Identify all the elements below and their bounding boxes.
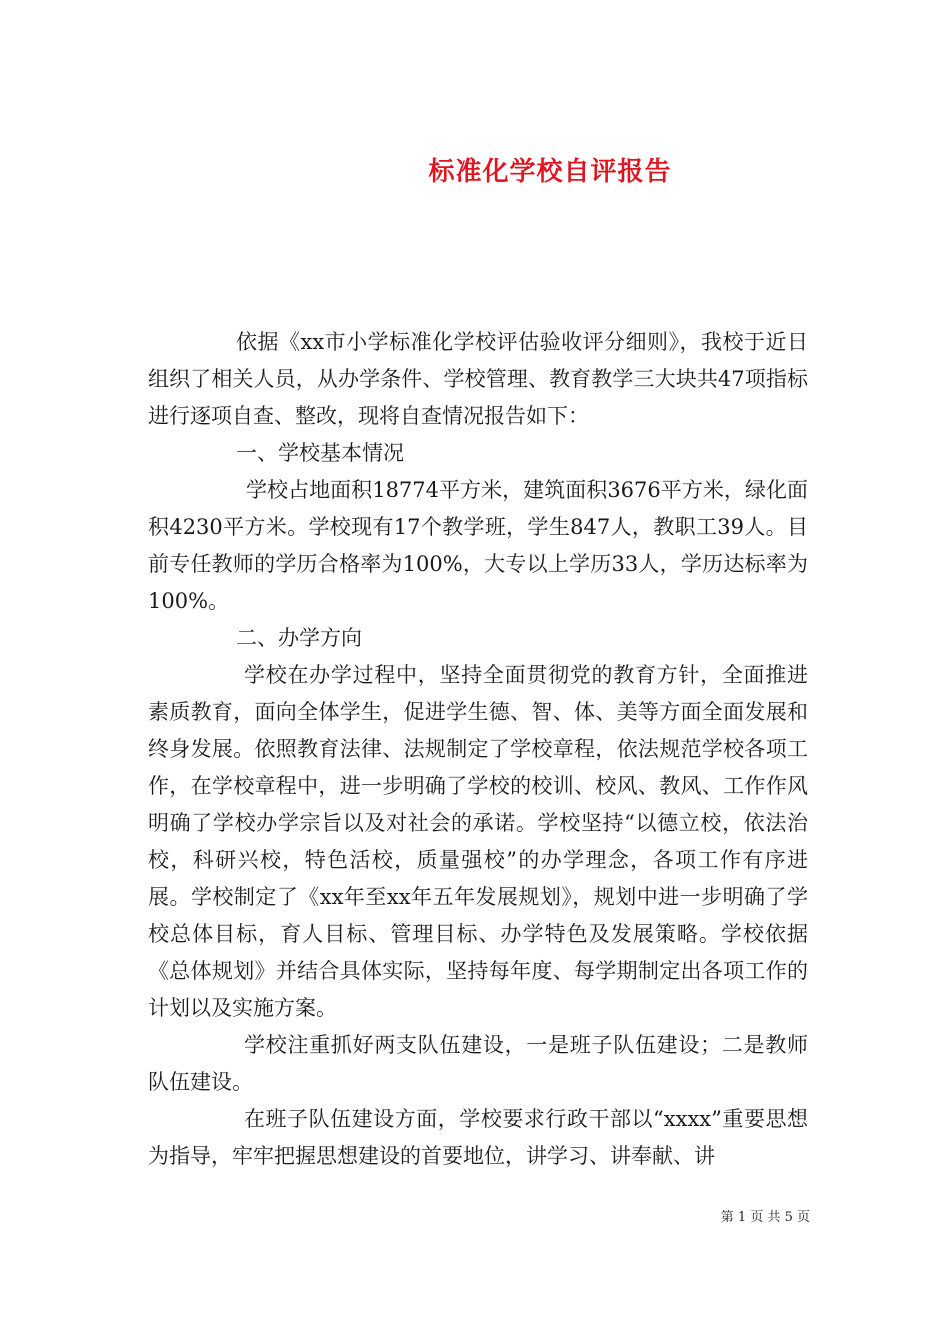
section-heading-direction: 二、办学方向 [236, 626, 362, 650]
paragraph-direction: 学校在办学过程中，坚持全面贯彻党的教育方针，全面推进素质教育，面向全体学生，促进学生德、智、体、美等方面全面发展和终身发展。依照教育法律、法规制定了学校章程，依法规范学校各项工作，在学校章程中，进一步明确了学校的校训、校风、教风、工作作风明确了学校办学宗旨以及对社会的承诺。学校坚持“以德立校，依法治校，科研兴校，特色活校，质量强校”的办学理念，各项工作有序进展。学校制定了《xx年至xx年五年发展规划》，规划中进一步明确了学校总体目标，育人目标、管理目标、办学特色及发展策略。学校依据《总体规划》并结合具体实际，坚持每年度、每学期制定出各项工作的计划以及实施方案。 [148, 663, 808, 1020]
paragraph-leadership: 在班子队伍建设方面，学校要求行政干部以“xxxx”重要思想为指导，牢牢把握思想建设的首要地位，讲学习、讲奉献、讲 [148, 1107, 808, 1168]
page-title: 标准化学校自评报告 [428, 157, 672, 188]
page-number: 第 1 页 共 5 页 [720, 1210, 810, 1225]
paragraph-basic-info: 学校占地面积18774平方米，建筑面积3676平方米，绿化面积4230平方米。学校现有17个教学班，学生847人，教职工39人。目前专任教师的学历合格率为100%，大专以上学历33人，学历达标率为100%。 [148, 478, 808, 613]
section-heading-basic-info: 一、学校基本情况 [236, 441, 404, 465]
paragraph-intro: 依据《xx市小学标准化学校评估验收评分细则》，我校于近日组织了相关人员，从办学条件、学校管理、教育教学三大块共47项指标进行逐项自查、整改，现将自查情况报告如下： [148, 330, 808, 428]
document-body [148, 324, 808, 1175]
paragraph-team-building: 学校注重抓好两支队伍建设，一是班子队伍建设；二是教师队伍建设。 [148, 1033, 808, 1094]
